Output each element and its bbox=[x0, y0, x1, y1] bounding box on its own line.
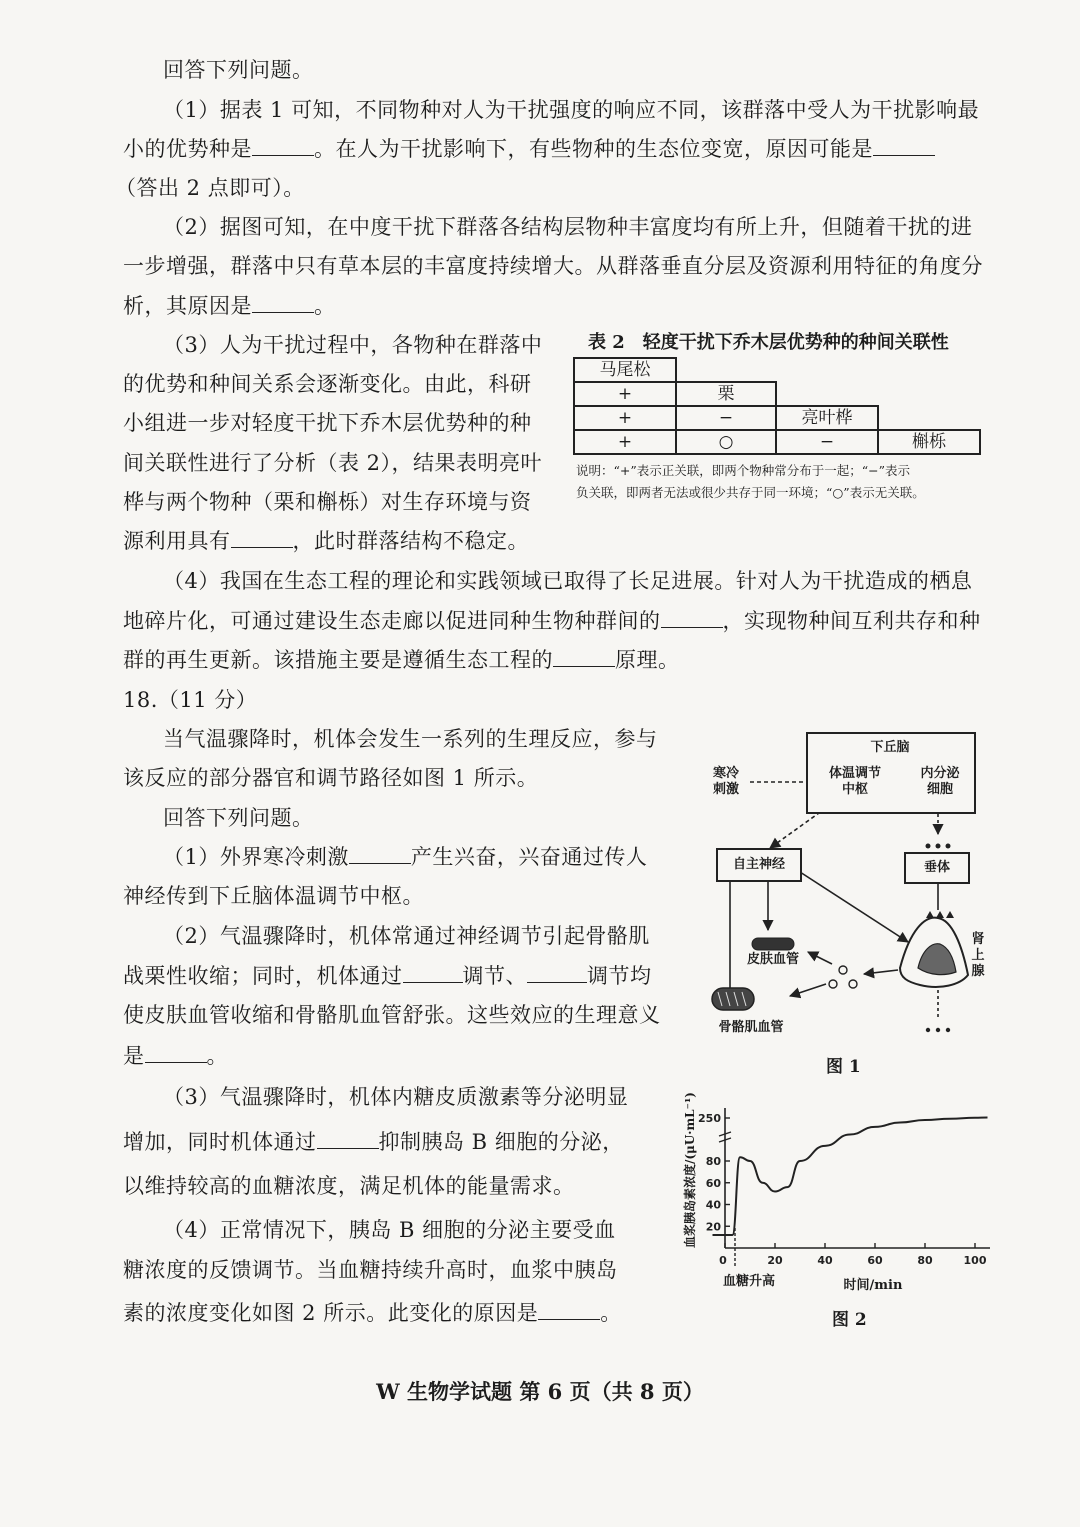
x-tick-label: 40 bbox=[817, 1254, 833, 1267]
table2-cell: + bbox=[573, 429, 677, 455]
q17-p3-line5: 桦与两个物种（栗和槲栎）对生存环境与资 bbox=[123, 490, 532, 514]
answer-blank bbox=[403, 960, 463, 983]
q18-ask: 回答下列问题。 bbox=[163, 806, 314, 830]
insulin-series-line bbox=[713, 1117, 988, 1234]
table2-note-line1: 说明：“+”表示正关联，即两个物种常分布于一起；“−”表示 bbox=[576, 463, 911, 478]
table2-species-3: 亮叶桦 bbox=[775, 405, 879, 431]
x-axis-title: 时间/min bbox=[843, 1278, 903, 1293]
table2-cell: ○ bbox=[675, 429, 777, 455]
q17-p3-line3: 小组进一步对轻度干扰下乔木层优势种的种 bbox=[123, 411, 532, 435]
table2-species-2: 栗 bbox=[675, 381, 777, 407]
answer-blank bbox=[231, 525, 293, 548]
answer-blank bbox=[349, 841, 411, 864]
y-tick-label: 40 bbox=[705, 1198, 721, 1212]
q18-p3-line2: 增加，同时机体通过 抑制胰岛 B 细胞的分泌， bbox=[123, 1122, 624, 1162]
x-tick-label: 100 bbox=[963, 1254, 987, 1267]
y-axis-break bbox=[719, 1132, 731, 1142]
x-tick-label: 0 bbox=[719, 1254, 727, 1267]
q17-p1-line1: （1）据表 1 可知，不同物种对人为干扰强度的响应不同，该群落中受人为干扰影响最 bbox=[163, 98, 980, 122]
thermoregulation-center-label: 体温调节 中枢 bbox=[828, 766, 881, 797]
q17-p3-line2: 的优势和种间关系会逐渐变化。由此，科研 bbox=[123, 372, 532, 396]
table2-species-4: 槲栎 bbox=[877, 429, 981, 455]
q17-p3-line6: 源利用具有 ，此时群落结构不稳定。 bbox=[123, 521, 529, 561]
q18-p1-line2: 神经传到下丘脑体温调节中枢。 bbox=[123, 884, 424, 908]
q17-p1-line3: （答出 2 点即可）。 bbox=[115, 176, 305, 200]
table2-note-line2: 负关联，即两者无法或很少共存于同一环境；“○”表示无关联。 bbox=[576, 485, 925, 500]
q18-intro-line2: 该反应的部分器官和调节路径如图 1 所示。 bbox=[123, 766, 539, 790]
q18-p2-line4: 是 。 bbox=[123, 1036, 228, 1076]
table2-cell: + bbox=[573, 381, 677, 407]
answer-blank bbox=[252, 290, 314, 313]
q18-p3-line3: 以维持较高的血糖浓度，满足机体的能量需求。 bbox=[123, 1174, 575, 1198]
y-tick-label: 60 bbox=[705, 1176, 721, 1190]
x-tick-label: 80 bbox=[917, 1254, 933, 1267]
x-tick-label: 20 bbox=[767, 1254, 783, 1267]
q18-p4-line3: 素的浓度变化如图 2 所示。此变化的原因是 。 bbox=[123, 1293, 622, 1333]
table2-cell: − bbox=[675, 405, 777, 431]
q17-p2-line2: 一步增强，群落中只有草本层的丰富度持续增大。从群落垂直分层及资源利用特征的角度分 bbox=[123, 254, 983, 278]
hypothalamus-label: 下丘脑 bbox=[870, 740, 910, 755]
answer-blank bbox=[553, 644, 615, 667]
q17-p1-line2: 小的优势种是 。在人为干扰影响下，有些物种的生态位变宽，原因可能是 bbox=[123, 129, 935, 169]
q17-p3-line4: 间关联性进行了分析（表 2），结果表明亮叶 bbox=[123, 451, 543, 475]
answer-blank bbox=[527, 960, 587, 983]
table2-cell: + bbox=[573, 405, 677, 431]
q17-p3-line1: （3）人为干扰过程中，各物种在群落中 bbox=[163, 333, 543, 357]
q18-p1-line1: （1）外界寒冷刺激 产生兴奋，兴奋通过传人 bbox=[163, 837, 647, 877]
q18-intro-line1: 当气温骤降时，机体会发生一系列的生理反应，参与 bbox=[163, 727, 658, 751]
q17-p2-line3: 析，其原因是 。 bbox=[123, 286, 336, 326]
adrenal-label: 肾 上 腺 bbox=[971, 932, 985, 979]
q18-p4-line1: （4）正常情况下，胰岛 B 细胞的分泌主要受血 bbox=[163, 1218, 616, 1242]
q17-p2-line1: （2）据图可知，在中度干扰下群落各结构层物种丰富度均有所上升，但随着干扰的进 bbox=[163, 215, 973, 239]
q18-p2-line3: 使皮肤血管收缩和骨骼肌血管舒张。这些效应的生理意义 bbox=[123, 1003, 661, 1027]
q17-intro: 回答下列问题。 bbox=[163, 58, 314, 82]
skin-vessel-label: 皮肤血管 bbox=[746, 952, 799, 967]
table2-cell: − bbox=[775, 429, 879, 455]
answer-blank bbox=[252, 133, 314, 156]
answer-blank bbox=[538, 1297, 600, 1320]
q18-p2-line1: （2）气温骤降时，机体常通过神经调节引起骨骼肌 bbox=[163, 924, 650, 948]
table2-title: 表 2 轻度干扰下乔木层优势种的种间关联性 bbox=[588, 332, 949, 353]
figure-1-caption: 图 1 bbox=[826, 1057, 861, 1077]
q17-p4-line1: （4）我国在生态工程的理论和实践领域已取得了长足进展。针对人为干扰造成的栖息 bbox=[163, 569, 973, 593]
pituitary-label: 垂体 bbox=[923, 860, 950, 875]
endocrine-cell-label: 内分泌 细胞 bbox=[920, 766, 960, 797]
page-footer: W 生物学试题 第 6 页（共 8 页） bbox=[376, 1379, 704, 1404]
y-tick-label: 20 bbox=[705, 1220, 721, 1234]
x-axis-marker-label: 血糖升高 bbox=[722, 1274, 775, 1289]
q18-heading: 18.（11 分） bbox=[123, 688, 258, 712]
cold-stimulus-label: 寒冷 刺激 bbox=[712, 766, 739, 797]
answer-blank bbox=[145, 1040, 207, 1063]
table2-species-1: 马尾松 bbox=[573, 357, 677, 383]
q17-p4-line3: 群的再生更新。该措施主要是遵循生态工程的 原理。 bbox=[123, 640, 680, 680]
answer-blank bbox=[873, 133, 935, 156]
q17-p4-line2: 地碎片化，可通过建设生态走廊以促进同种生物种群间的 ，实现物种间互利共存和种 bbox=[123, 601, 981, 641]
answer-blank bbox=[317, 1126, 379, 1149]
q18-p4-line2: 糖浓度的反馈调节。当血糖持续升高时，血浆中胰岛 bbox=[123, 1258, 618, 1282]
q18-p3-line1: （3）气温骤降时，机体内糖皮质激素等分泌明显 bbox=[163, 1085, 629, 1109]
x-tick-label: 60 bbox=[867, 1254, 883, 1267]
y-axis-title: 血浆胰岛素浓度/(μU·mL⁻¹) bbox=[683, 1092, 697, 1248]
autonomic-nerve-label: 自主神经 bbox=[732, 857, 785, 872]
y-tick-label: 80 bbox=[705, 1155, 721, 1168]
figure-2-caption: 图 2 bbox=[832, 1310, 867, 1330]
answer-blank bbox=[661, 605, 723, 628]
q18-p2-line2: 战栗性收缩；同时，机体通过 调节、 调节均 bbox=[123, 956, 652, 996]
y-tick-label: 250 bbox=[698, 1112, 721, 1125]
muscle-vessel-label: 骨骼肌血管 bbox=[718, 1020, 784, 1035]
